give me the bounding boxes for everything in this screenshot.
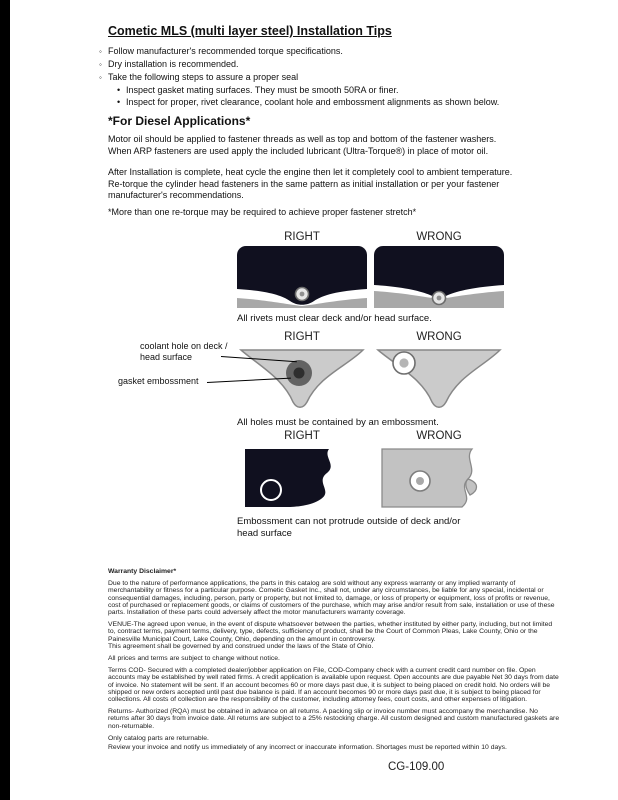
warranty-paragraph: All prices and terms are subject to change without notice.: [108, 655, 280, 663]
embossment-wrong-diagram-icon: [374, 445, 504, 511]
warranty-paragraph: Only catalog parts are returnable.: [108, 734, 209, 742]
embossment-protruding-figure: [374, 445, 504, 511]
diesel-paragraph-2: After Installation is complete, heat cycle the engine then let it completely cool to ambient temperature. Re-torque the cylinder head fasteners in the same pattern as initial installation or per your fastener manufacturer's recommendations.: [108, 167, 513, 200]
warranty-heading: Warranty Disclaimer*: [108, 568, 177, 575]
rivets-caption: All rivets must clear deck and/or head surface.: [237, 313, 432, 324]
right-label: RIGHT: [284, 231, 320, 243]
open-bullet-icon: [99, 58, 108, 71]
wrong-label: WRONG: [416, 430, 462, 442]
diesel-paragraph-1: Motor oil should be applied to fastener threads as well as top and bottom of the fastener washers. When ARP fasteners are used apply the included lubricant (Ultra-Torque®) in place of motor oil.: [108, 134, 497, 156]
open-bullet-icon: [99, 71, 108, 84]
diesel-applications-heading: *For Diesel Applications*: [108, 114, 251, 128]
page-left-border: [0, 0, 10, 800]
warranty-paragraph: This agreement shall be governed by and construed under the laws of the State of Ohio.: [108, 642, 374, 650]
warranty-section: [108, 568, 560, 756]
gasket-embossment-callout: gasket embossment: [118, 376, 199, 386]
tip-text: Inspect for proper, rivet clearance, coolant hole and embossment alignments as shown below.: [126, 97, 500, 107]
warranty-paragraph: Review your invoice and notify us immediately of any incorrect or inaccurate information. Shortages must be reported within 10 days.: [108, 744, 507, 752]
tip-sub-item: [99, 84, 539, 96]
tip-sub-item: [99, 96, 539, 108]
holes-caption: All holes must be contained by an embossment.: [237, 417, 439, 428]
rivet-clear-figure: [237, 246, 367, 308]
right-label: RIGHT: [284, 331, 320, 343]
coolant-hole-callout: coolant hole on deck / head surface: [140, 341, 228, 362]
tip-item: [99, 45, 539, 58]
warranty-paragraph: Returns- Authorized (RQA) must be obtained in advance on all returns. A packing slip or invoice number must accompany the merchandise. No returns after 30 days from invoice date. All returns are subject to a 25% restocking charge. All custom designed and custom manufactured gaskets are non-returnable.: [108, 708, 560, 730]
open-bullet-icon: [99, 45, 108, 58]
page-title: Cometic MLS (multi layer steel) Installation Tips: [108, 24, 392, 38]
tip-text: Take the following steps to assure a proper seal: [108, 72, 299, 82]
warranty-paragraph: Due to the nature of performance applications, the parts in this catalog are sold without any express warranty or any implied warranty of merchantability or fitness for a particular purpose. Cometic Gasket Inc., shall not, under any circumstances, be liable for any special, incidental or consequential damages, including, person, party or property, but not limited to, damage, or loss of property or equipment, loss of profits or revenue, cost of purchased or replacement goods, or claims of customers of the purchase, which may arise and/or result from sale, installation or use of these parts. Installation of these parts could adversely affect the motor manufacturers warranty coverage.: [108, 580, 555, 617]
warranty-paragraph: Terms COD- Secured with a completed dealer/jobber application on File, COD-Company check with a current credit card number on file. Open accounts may be established by well rated firms. A credit application is available upon request. Open accounts are due payable Net 30 days from date of invoice. No statement will be sent. If an account becomes 60 or more days past due, it is subject to being placed on credit hold. No orders will be shipped or new orders accepted until past due balance is paid. If an account becomes 90 or more days past due, it is subject to being placed for collections. All costs of collection are the responsibility of the customer, including attorney fees, court costs, and other expenses of litigation.: [108, 667, 559, 704]
wrong-label: WRONG: [416, 331, 462, 343]
warranty-paragraph: VENUE-The agreed upon venue, in the event of dispute whatsoever between the parties, whether instituted by either party, including, but not limited to, contract terms, payment terms, delivery, type, defects, sufficiency of product, shall be the Court of Common Pleas, Lake County, Ohio or the Painesville Municipal Court, Lake County, Ohio, depending on the amount in controversy.: [108, 621, 553, 643]
holes-wrong-diagram-icon: [374, 346, 504, 412]
tip-item: [99, 58, 539, 71]
retorque-note: *More than one re-torque may be required to achieve proper fastener stretch*: [108, 207, 417, 217]
tip-item: [99, 71, 539, 84]
embossment-inside-figure: [237, 445, 367, 511]
tip-text: Inspect gasket mating surfaces. They must be smooth 50RA or finer.: [126, 85, 399, 95]
hole-not-contained-figure: [374, 346, 504, 412]
embossment-right-diagram-icon: [237, 445, 367, 511]
page-code: CG-109.00: [388, 761, 445, 773]
embossment-caption: Embossment can not protrude outside of deck and/or head surface: [237, 516, 461, 539]
tip-text: Follow manufacturer's recommended torque specifications.: [108, 46, 343, 56]
tips-list: [99, 45, 539, 108]
tip-text: Dry installation is recommended.: [108, 59, 239, 69]
filled-bullet-icon: [117, 96, 126, 108]
filled-bullet-icon: [117, 84, 126, 96]
rivet-touching-figure: [374, 246, 504, 308]
rivet-wrong-diagram-icon: [374, 246, 504, 308]
rivet-right-diagram-icon: [237, 246, 367, 308]
right-label: RIGHT: [284, 430, 320, 442]
wrong-label: WRONG: [416, 231, 462, 243]
